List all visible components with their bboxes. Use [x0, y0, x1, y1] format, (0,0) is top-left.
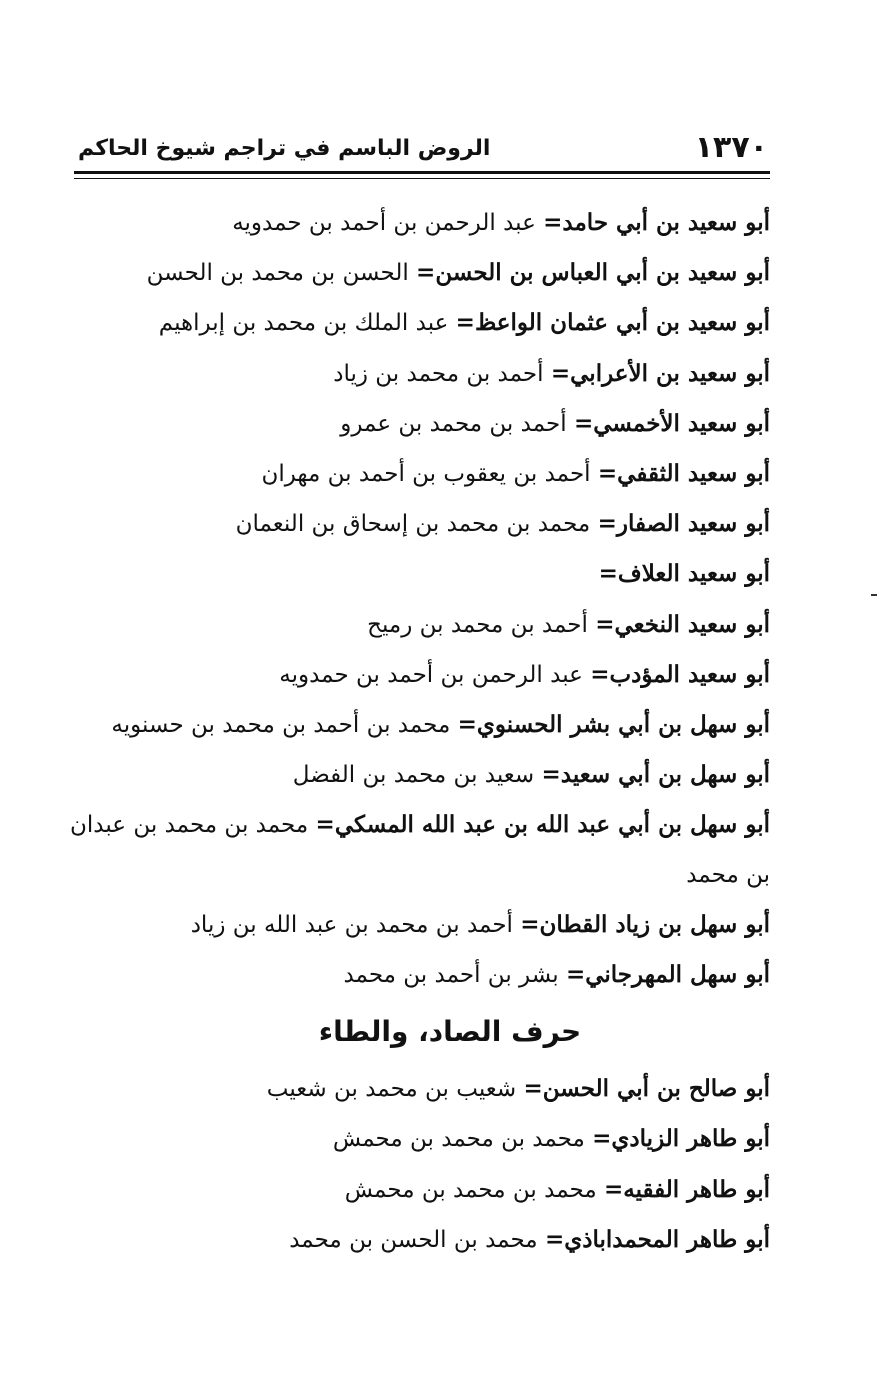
entry-kunya: أبو سعيد بن الأعرابي= — [550, 359, 770, 387]
running-title: الروض الباسم في تراجم شيوخ الحاكم — [78, 136, 491, 161]
entry-kunya: أبو طاهر المحمداباذي= — [544, 1225, 770, 1253]
entry-line — [70, 349, 770, 399]
entry-name: أحمد بن محمد بن عمرو — [340, 410, 574, 437]
page-header — [78, 128, 768, 168]
entry-line — [70, 700, 770, 750]
section-heading: حرف الصاد، والطاء — [318, 1015, 582, 1049]
entry-name: محمد بن محمد بن عبدان بن محمد — [70, 812, 770, 888]
entry-name: سعيد بن محمد بن الفضل — [292, 762, 542, 789]
entry-kunya: أبو صالح بن أبي الحسن= — [523, 1075, 770, 1103]
entry-kunya: أبو سعيد الأخمسي= — [573, 409, 770, 437]
entry-name: الحسن بن محمد بن الحسن — [146, 260, 417, 287]
entry-name: محمد بن أحمد بن محمد بن حسنويه — [111, 712, 458, 739]
entry-line — [70, 499, 770, 549]
entry-name: بشر بن أحمد بن محمد — [343, 962, 566, 989]
entry-name: أحمد بن يعقوب بن أحمد بن مهران — [261, 461, 598, 488]
entry-kunya: أبو سعيد الثقفي= — [597, 460, 770, 488]
entry-name: محمد بن محمد بن محمش — [332, 1126, 593, 1153]
entry-list — [70, 198, 770, 1265]
entry-kunya: أبو سعيد بن أبي العباس بن الحسن= — [416, 259, 770, 287]
entry-kunya: أبو سعيد بن أبي عثمان الواعظ= — [455, 309, 770, 337]
entry-kunya: أبو طاهر الفقيه= — [603, 1175, 770, 1203]
entry-kunya: أبو سعيد بن أبي حامد= — [543, 209, 770, 236]
entry-kunya: أبو سهل المهرجاني= — [565, 961, 770, 989]
entry-name: أحمد بن محمد بن زياد — [333, 360, 551, 387]
entry-kunya: أبو سعيد المؤدب= — [590, 660, 770, 688]
entry-name: محمد بن محمد بن محمش — [344, 1176, 604, 1203]
entry-line — [70, 650, 770, 700]
header-rule-thin — [74, 178, 770, 179]
entry-line — [70, 1215, 770, 1265]
entry-kunya: أبو سهل بن أبي بشر الحسنوي= — [457, 711, 770, 739]
entry-line — [70, 399, 770, 449]
entry-line — [70, 248, 770, 298]
entry-kunya: أبو سعيد النخعي= — [595, 610, 770, 638]
entry-kunya: أبو سعيد العلاف= — [598, 560, 770, 588]
entry-kunya: أبو طاهر الزيادي= — [592, 1125, 770, 1153]
entry-name: شعيب بن محمد بن شعيب — [266, 1076, 524, 1103]
entry-name: عبد الرحمن بن أحمد بن حمدويه — [232, 210, 544, 236]
entry-line-wrapped — [70, 800, 770, 899]
entry-line — [70, 600, 770, 650]
entry-line — [70, 750, 770, 800]
entry-line — [70, 298, 770, 348]
margin-mark — [871, 594, 877, 596]
entry-name: أحمد بن محمد بن عبد الله بن زياد — [190, 911, 521, 938]
page-number: ١٣٧٠ — [694, 130, 768, 165]
entry-name: محمد بن الحسن بن محمد — [289, 1226, 545, 1253]
entry-line — [70, 900, 770, 950]
entry-line — [70, 1165, 770, 1215]
entry-line — [70, 950, 770, 1000]
entry-kunya: أبو سهل بن أبي سعيد= — [541, 761, 770, 789]
entry-line — [70, 1064, 770, 1114]
entry-name: عبد الملك بن محمد بن إبراهيم — [158, 310, 456, 337]
entry-line — [70, 449, 770, 499]
header-rule-thick — [74, 171, 770, 174]
entry-name: محمد بن محمد بن إسحاق بن النعمان — [235, 511, 598, 538]
entry-line — [70, 1114, 770, 1164]
entry-line — [70, 198, 770, 248]
entry-line — [70, 549, 770, 599]
entry-kunya: أبو سهل بن أبي عبد الله بن عبد الله المسكي= — [315, 811, 770, 839]
entry-name: أحمد بن محمد بن رميح — [367, 611, 596, 638]
entry-kunya: أبو سهل بن زياد القطان= — [520, 910, 770, 938]
entry-name: عبد الرحمن بن أحمد بن حمدويه — [279, 661, 591, 688]
entry-kunya: أبو سعيد الصفار= — [597, 510, 770, 538]
